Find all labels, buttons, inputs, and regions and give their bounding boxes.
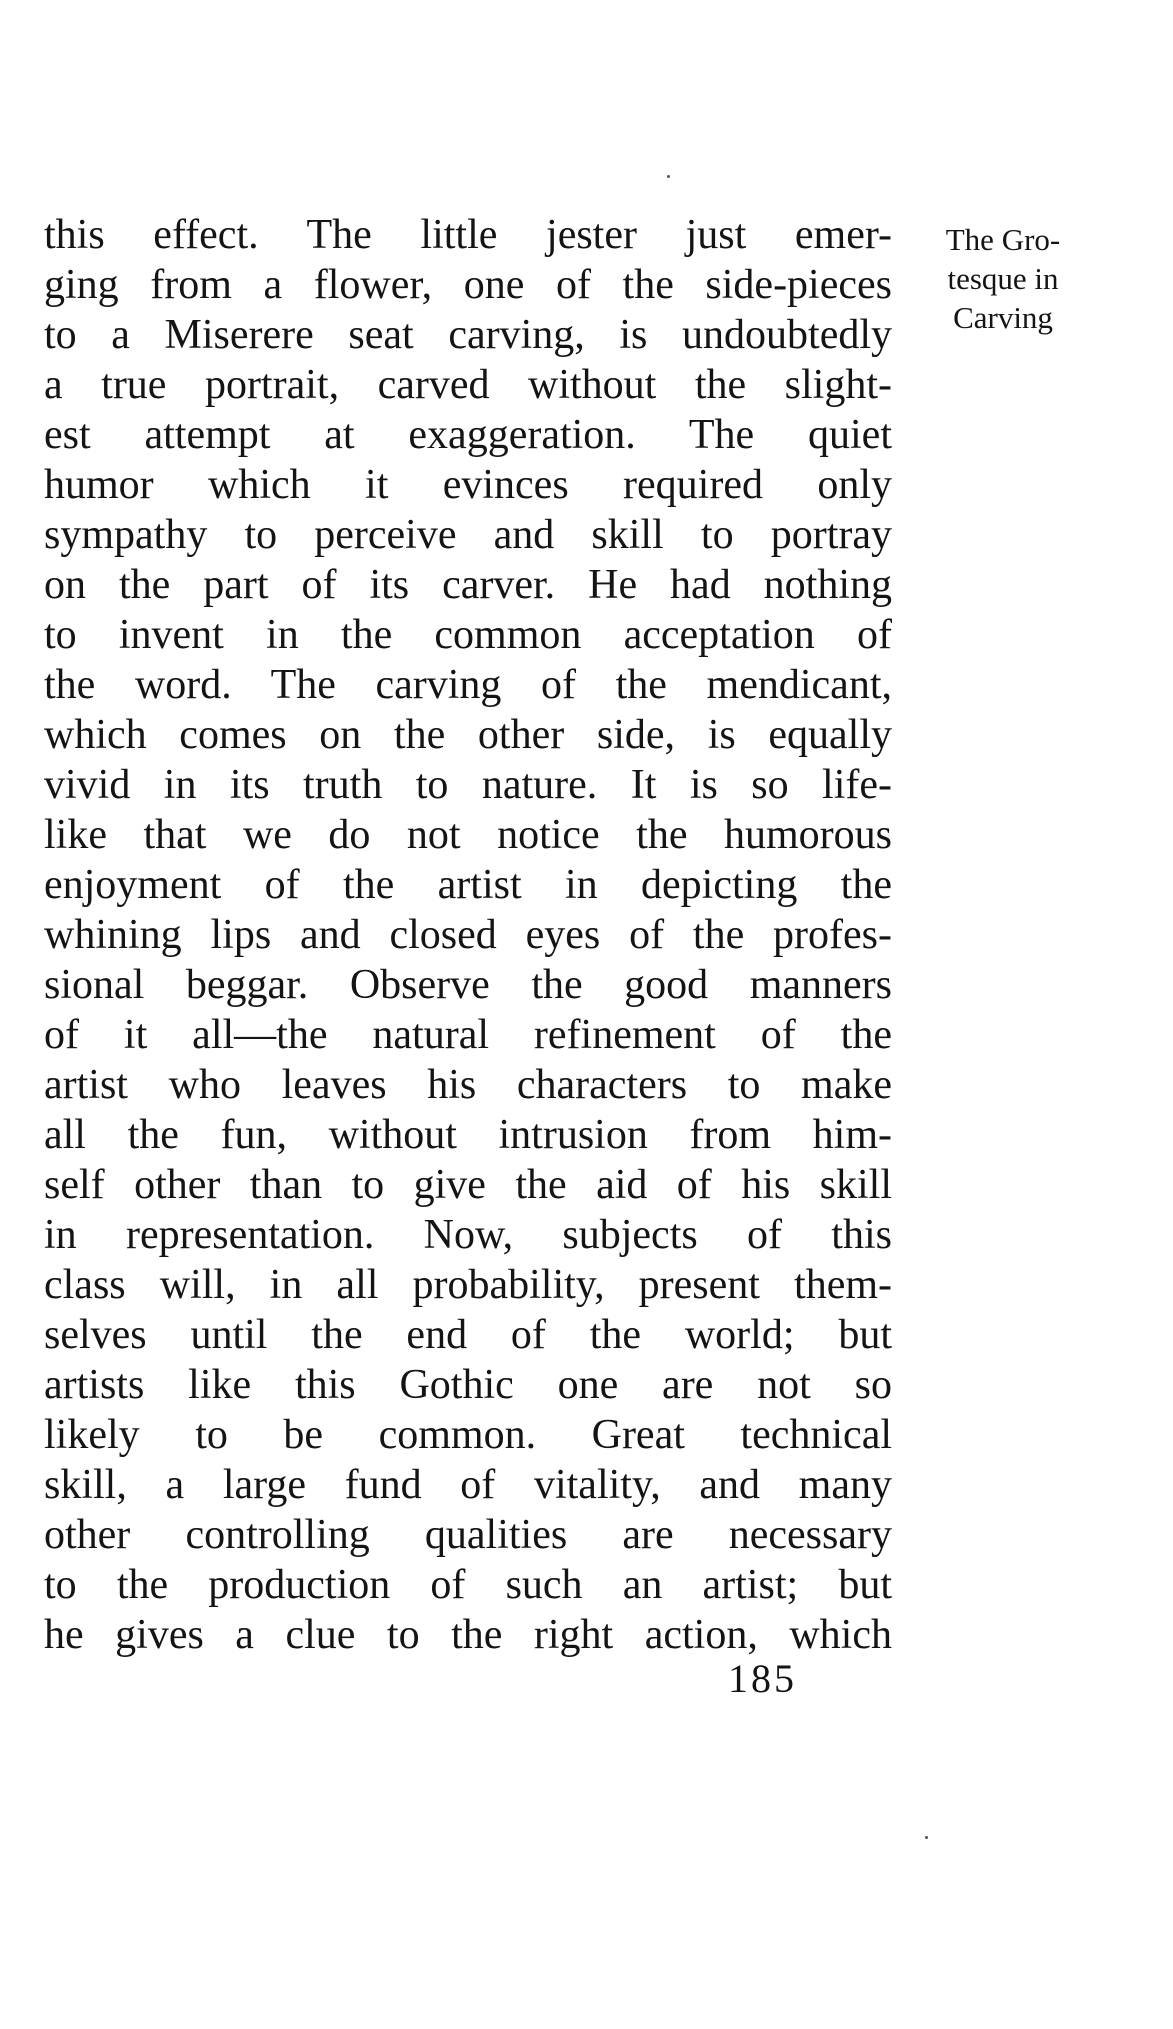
scan-speck xyxy=(925,1836,928,1839)
body-text xyxy=(44,210,892,1660)
body-line: to a Miserere seat carving, is undoubtedly xyxy=(44,312,892,358)
body-line: enjoyment of the artist in depicting the xyxy=(44,862,892,908)
scan-speck xyxy=(667,175,670,178)
body-line: on the part of its carver. He had nothing xyxy=(44,562,892,608)
body-line: to the production of such an artist; but xyxy=(44,1562,892,1608)
margin-note-line: tesque in xyxy=(947,261,1059,296)
body-line: artist who leaves his characters to make xyxy=(44,1062,892,1108)
body-line: he gives a clue to the right action, which xyxy=(44,1612,892,1658)
margin-note-line: The Gro- xyxy=(945,222,1061,257)
body-line: to invent in the common acceptation of xyxy=(44,612,892,658)
body-line: this effect. The little jester just emer- xyxy=(44,212,892,258)
body-line: like that we do not notice the humorous xyxy=(44,812,892,858)
page-number: 185 xyxy=(728,1656,797,1701)
body-line: vivid in its truth to nature. It is so life- xyxy=(44,762,892,808)
body-line: artists like this Gothic one are not so xyxy=(44,1362,892,1408)
body-line: whining lips and closed eyes of the profes- xyxy=(44,912,892,958)
body-line: selves until the end of the world; but xyxy=(44,1312,892,1358)
body-line: humor which it evinces required only xyxy=(44,462,892,508)
body-line: self other than to give the aid of his skill xyxy=(44,1162,892,1208)
body-line: est attempt at exaggeration. The quiet xyxy=(44,412,892,458)
body-line: class will, in all probability, present them- xyxy=(44,1262,892,1308)
body-line: the word. The carving of the mendicant, xyxy=(44,662,892,708)
body-line: of it all—the natural refinement of the xyxy=(44,1012,892,1058)
margin-note-line: Carving xyxy=(953,300,1053,335)
margin-note xyxy=(918,220,1088,337)
body-line: ging from a flower, one of the side-pieces xyxy=(44,262,892,308)
body-line: likely to be common. Great technical xyxy=(44,1412,892,1458)
body-line: sional beggar. Observe the good manners xyxy=(44,962,892,1008)
body-line: all the fun, without intrusion from him- xyxy=(44,1112,892,1158)
body-line: sympathy to perceive and skill to portray xyxy=(44,512,892,558)
body-line: which comes on the other side, is equally xyxy=(44,712,892,758)
body-line: a true portrait, carved without the slight- xyxy=(44,362,892,408)
body-line: other controlling qualities are necessary xyxy=(44,1512,892,1558)
body-line: skill, a large fund of vitality, and many xyxy=(44,1462,892,1508)
body-line: in representation. Now, subjects of this xyxy=(44,1212,892,1258)
